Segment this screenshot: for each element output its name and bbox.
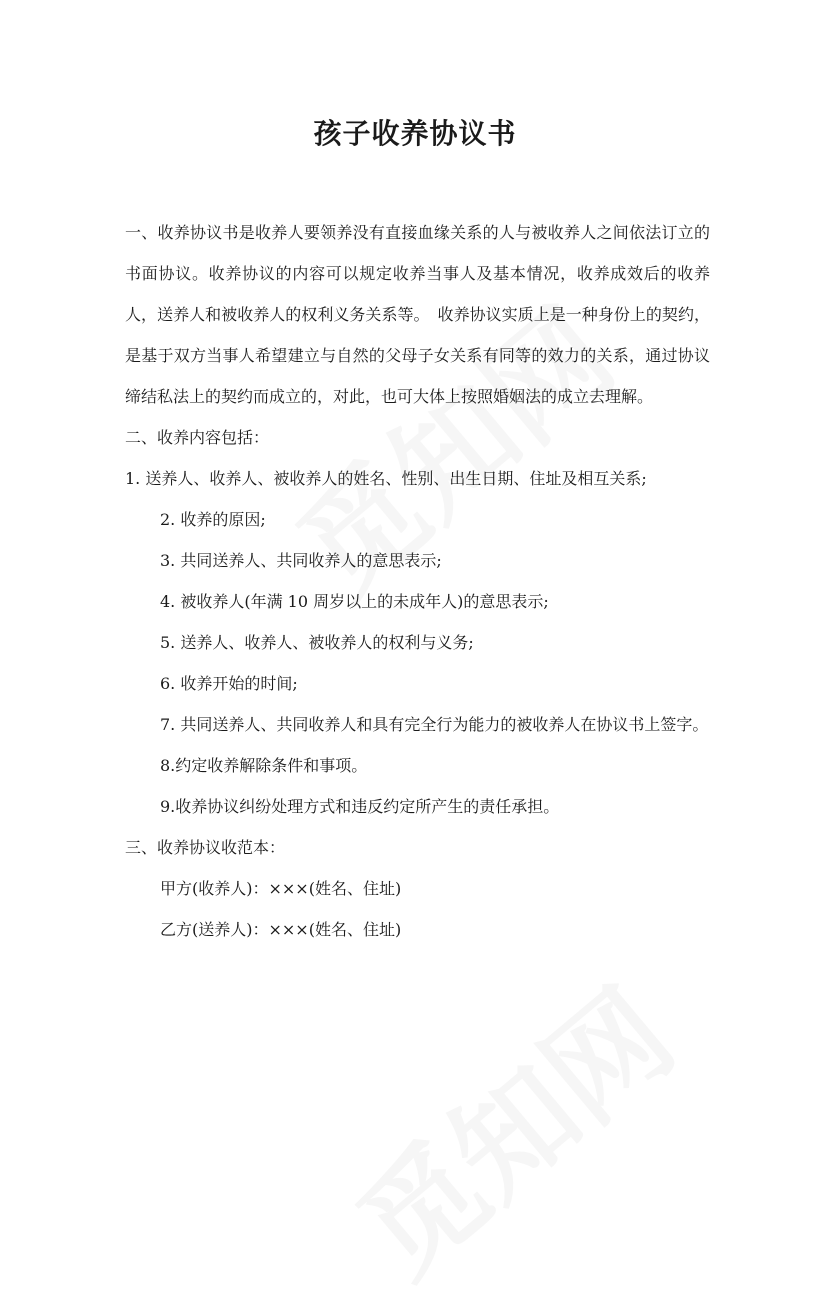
document-body — [125, 212, 710, 950]
paragraph-intro: 一、收养协议书是收养人要领养没有直接血缘关系的人与被收养人之间依法订立的书面协议。收养协议的内容可以规定收养当事人及基本情况，收养成效后的收养人，送养人和被收养人的权利义务关系等。 收养协议实质上是一种身份上的契约，是基于双方当事人希望建立与自然的父母子女关系有同等的效力的关系，通过协议缔结私法上的契约而成立的，对此，也可大体上按照婚姻法的成立去理解。 — [125, 223, 710, 406]
paragraph-section2-heading: 二、收养内容包括： — [125, 428, 270, 447]
watermark — [317, 944, 703, 1307]
list-item-4: 4. 被收养人(年满 10 周岁以上的未成年人)的意思表示; — [160, 592, 549, 611]
list-item-7: 7. 共同送养人、共同收养人和具有完全行为能力的被收养人在协议书上签字。 — [160, 715, 709, 734]
party-b-line: 乙方(送养人)：×××(姓名、住址) — [160, 920, 402, 939]
list-item-8: 8.约定收养解除条件和事项。 — [160, 756, 368, 775]
section3-heading: 三、收养协议收范本： — [125, 838, 286, 857]
list-item-3: 3. 共同送养人、共同收养人的意思表示; — [160, 551, 442, 570]
list-item-9: 9.收养协议纠纷处理方式和违反约定所产生的责任承担。 — [160, 797, 560, 816]
document-title: 孩子收养协议书 — [313, 117, 517, 150]
list-item-2: 2. 收养的原因; — [160, 510, 266, 529]
list-item-5: 5. 送养人、收养人、被收养人的权利与义务; — [160, 633, 474, 652]
list-item-1: 1. 送养人、收养人、被收养人的姓名、性别、出生日期、住址及相互关系; — [125, 469, 647, 488]
party-a-line: 甲方(收养人)：×××(姓名、住址) — [160, 879, 402, 898]
list-item-6: 6. 收养开始的时间; — [160, 674, 298, 693]
